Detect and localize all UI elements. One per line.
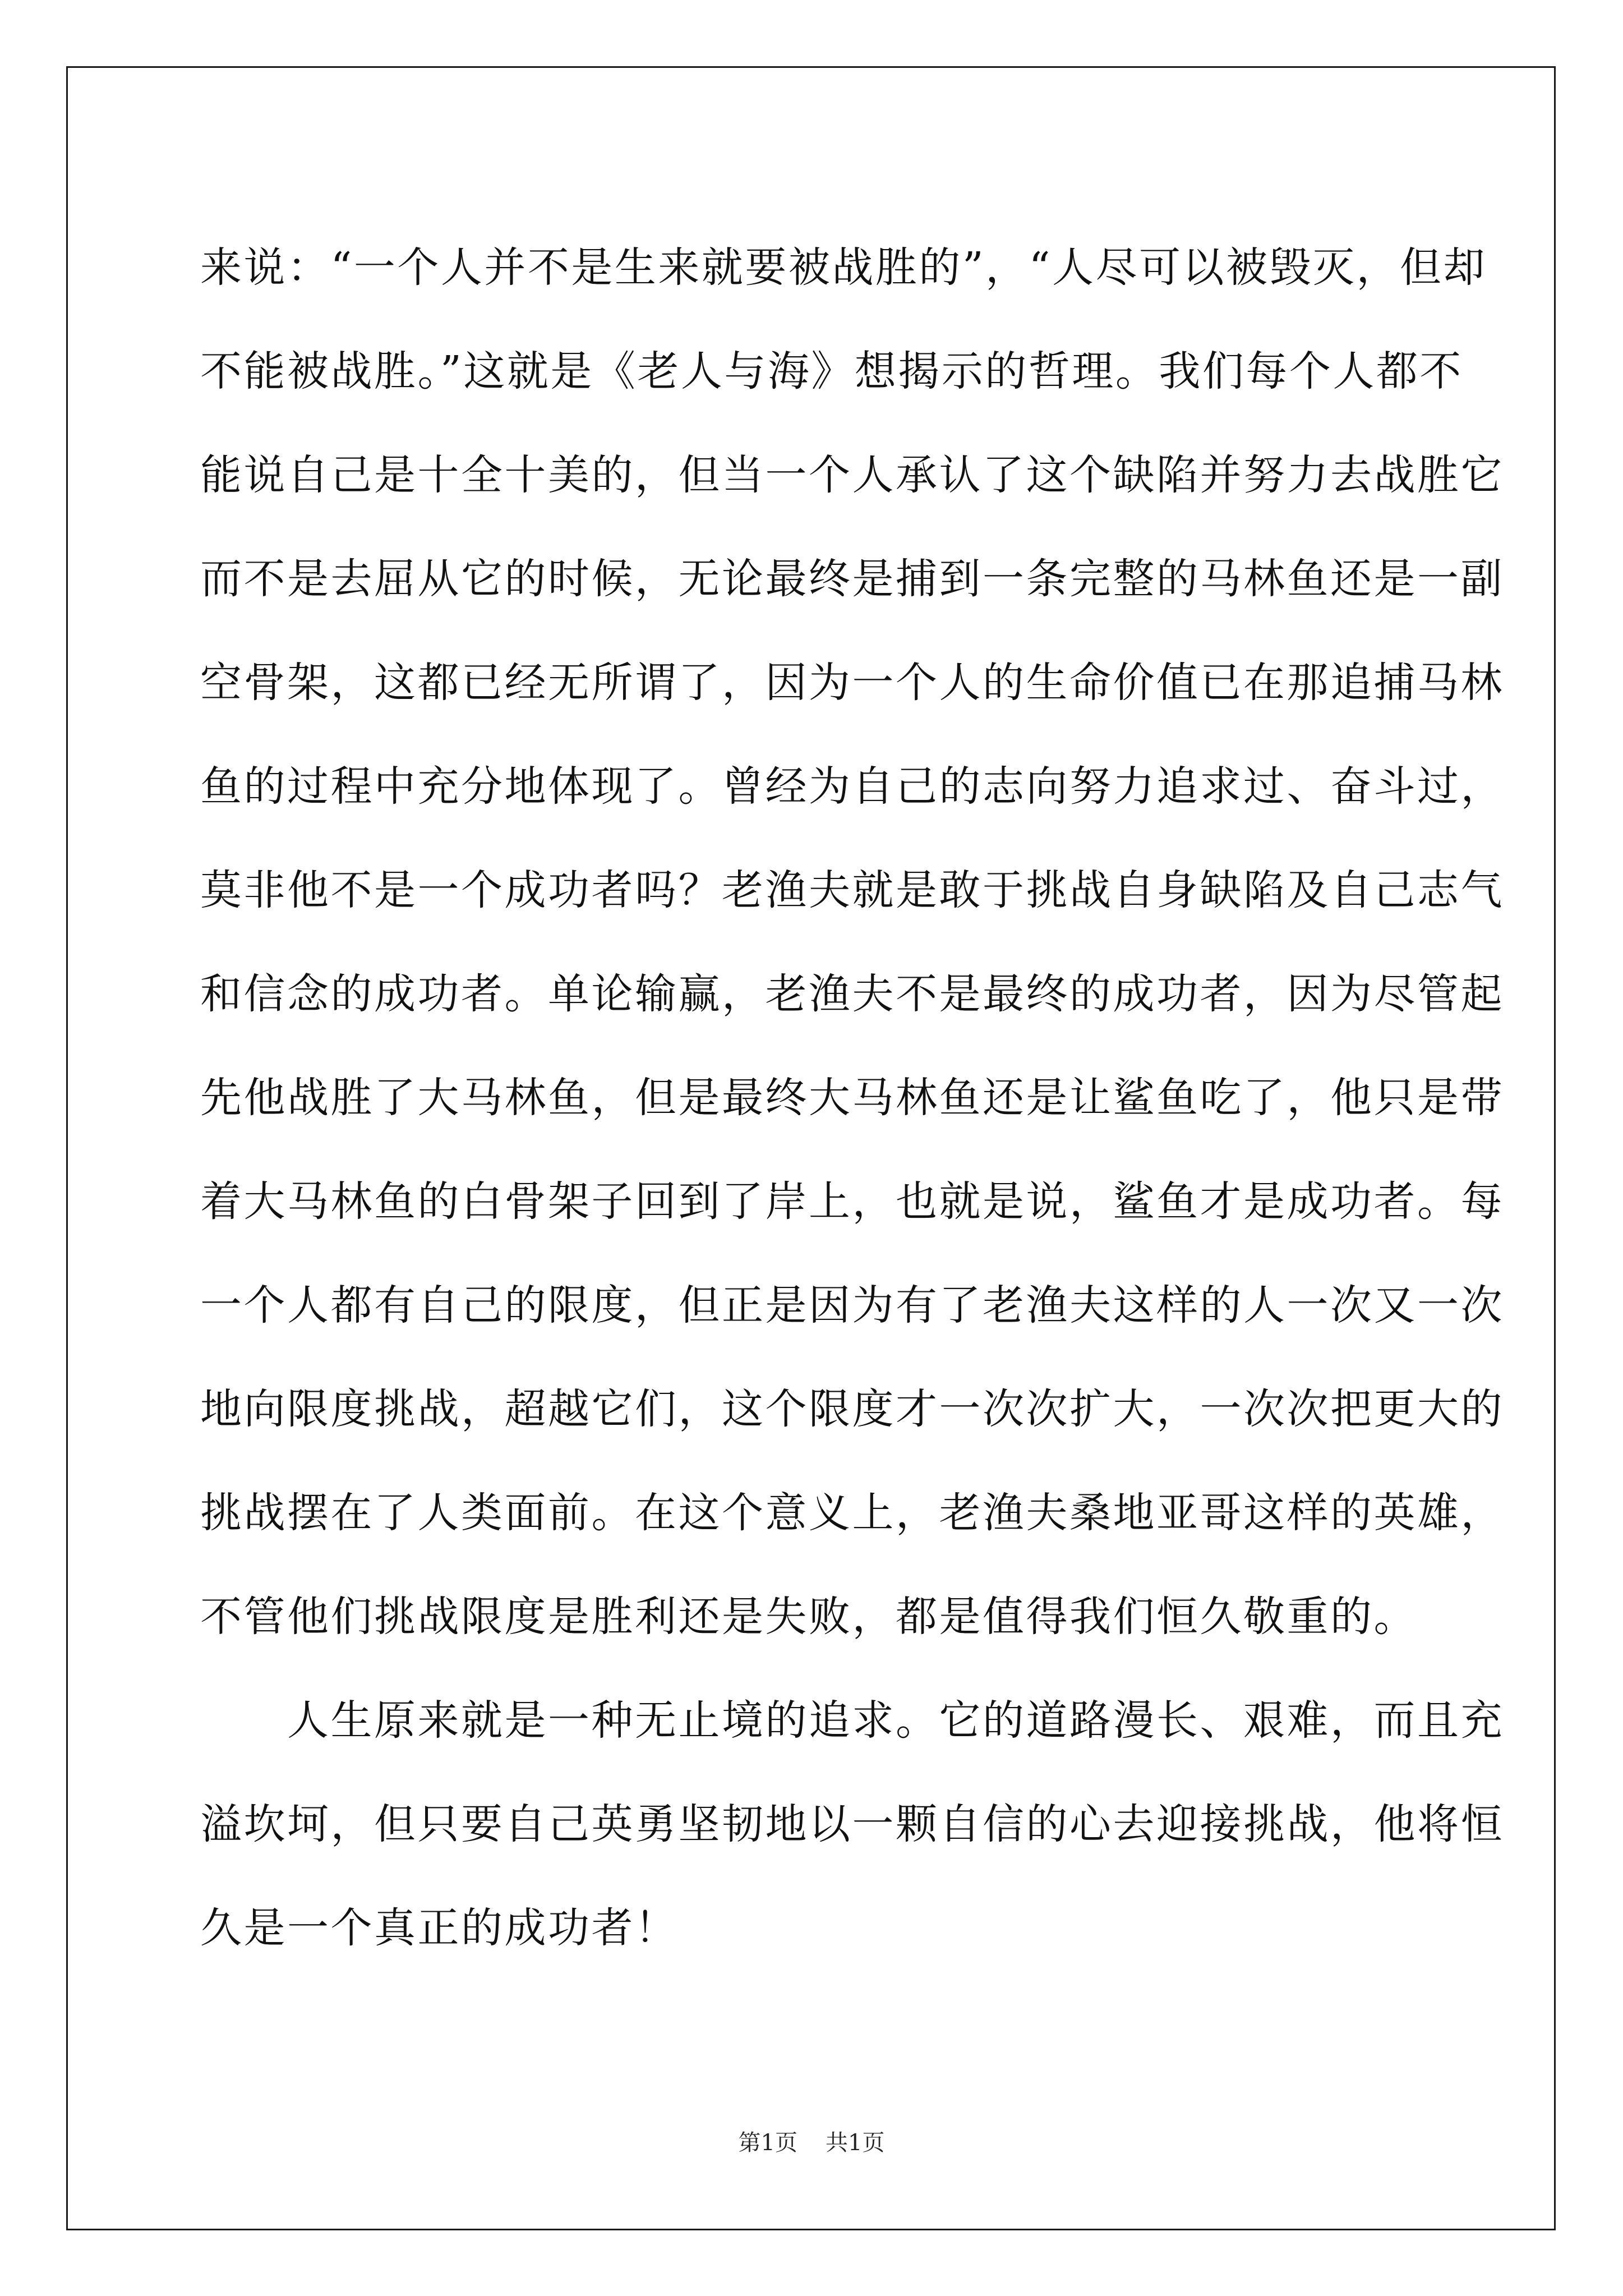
document-body <box>200 216 1504 1980</box>
text-line: 一个人都有自己的限度，但正是因为有了老渔夫这样的人一次又一次 <box>200 1281 1504 1329</box>
page-total: 共1页 <box>826 2130 885 2156</box>
text-line: 先他战胜了大马林鱼，但是最终大马林鱼还是让鲨鱼吃了，他只是带 <box>200 1074 1504 1122</box>
text-line: 空骨架，这都已经无所谓了，因为一个人的生命价值已在那追捕马林 <box>200 659 1504 707</box>
text-line: 鱼的过程中充分地体现了。曾经为自己的志向努力追求过、奋斗过， <box>200 762 1504 811</box>
text-line: 久是一个真正的成功者！ <box>200 1904 679 1952</box>
text-line: 来说：“一个人并不是生来就要被战胜的”，“人尽可以被毁灭，但却 <box>200 243 1487 292</box>
text-line: 不管他们挑战限度是胜利还是失败，都是值得我们恒久敬重的。 <box>200 1593 1417 1641</box>
text-line: 能说自己是十全十美的，但当一个人承认了这个缺陷并努力去战胜它 <box>200 451 1504 499</box>
text-line: 莫非他不是一个成功者吗？老渔夫就是敢于挑战自身缺陷及自己志气 <box>200 866 1504 914</box>
text-line: 和信念的成功者。单论输赢，老渔夫不是最终的成功者，因为尽管起 <box>200 970 1504 1018</box>
paragraph-start-line: 人生原来就是一种无止境的追求。它的道路漫长、艰难，而且充 <box>200 1696 1504 1745</box>
text-line: 溢坎坷，但只要自己英勇坚韧地以一颗自信的心去迎接挑战，他将恒 <box>200 1800 1504 1848</box>
page-footer <box>0 2126 1623 2160</box>
text-line: 挑战摆在了人类面前。在这个意义上，老渔夫桑地亚哥这样的英雄， <box>200 1489 1504 1537</box>
text-line: 着大马林鱼的白骨架子回到了岸上，也就是说，鲨鱼才是成功者。每 <box>200 1177 1504 1226</box>
text-line: 不能被战胜。”这就是《老人与海》想揭示的哲理。我们每个人都不 <box>200 347 1463 395</box>
text-line: 地向限度挑战，超越它们，这个限度才一次次扩大，一次次把更大的 <box>200 1385 1504 1433</box>
page-number: 第1页 <box>738 2130 797 2156</box>
text-line: 而不是去屈从它的时候，无论最终是捕到一条完整的马林鱼还是一副 <box>200 555 1504 603</box>
